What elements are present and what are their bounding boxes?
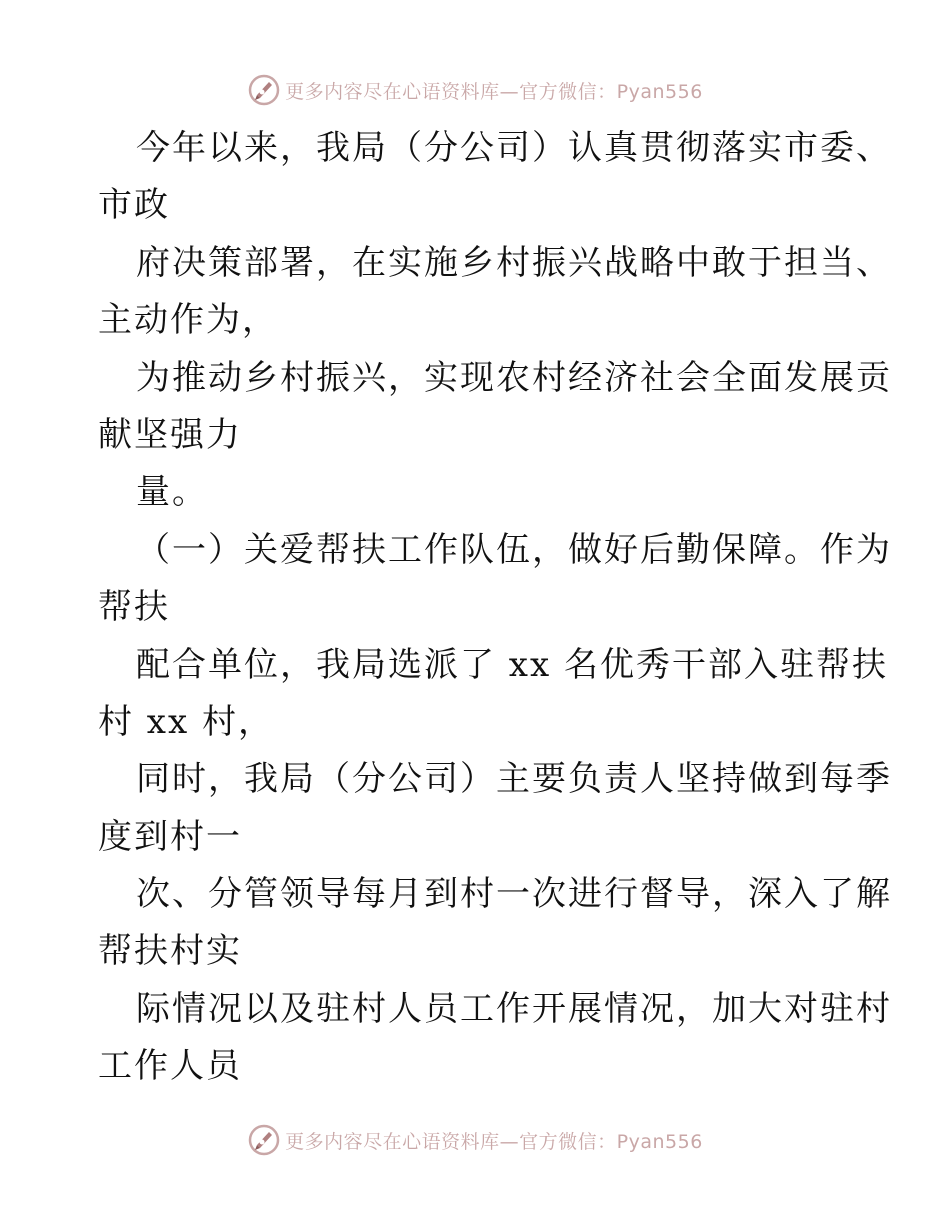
document-line: 配合单位，我局选派了 xx 名优秀干部入驻帮扶 [136, 644, 888, 685]
header-banner-text: 更多内容尽在心语资料库—官方微信：Pyan556 [285, 80, 703, 103]
document-line: 为推动乡村振兴，实现农村经济社会全面发展贡 [136, 357, 892, 398]
document-line: 村 xx 村， [98, 701, 274, 742]
document-line: 献坚强力 [98, 414, 242, 455]
document-body [98, 120, 892, 1096]
document-line: 府决策部署，在实施乡村振兴战略中敢于担当、 [136, 242, 892, 283]
document-line: 帮扶 [98, 587, 170, 628]
document-line: 量。 [136, 472, 208, 513]
document-line: 度到村一 [98, 816, 242, 857]
pen-logo-icon [247, 1123, 281, 1157]
footer-banner [0, 1120, 950, 1160]
document-line: 市政 [98, 185, 170, 226]
document-line: 主动作为， [98, 300, 278, 341]
document-line: 今年以来，我局（分公司）认真贯彻落实市委、 [136, 128, 892, 168]
pen-logo-icon [247, 73, 281, 107]
document-line: 际情况以及驻村人员工作开展情况，加大对驻村 [136, 988, 892, 1029]
document-line: （一）关爱帮扶工作队伍，做好后勤保障。作为 [136, 529, 892, 570]
header-banner [0, 70, 950, 110]
document-line: 帮扶村实 [98, 931, 242, 972]
document-line: 次、分管领导每月到村一次进行督导，深入了解 [136, 874, 892, 915]
footer-banner-text: 更多内容尽在心语资料库—官方微信：Pyan556 [285, 1130, 703, 1153]
document-line: 同时，我局（分公司）主要负责人坚持做到每季 [136, 759, 892, 800]
document-line: 工作人员 [98, 1046, 242, 1087]
